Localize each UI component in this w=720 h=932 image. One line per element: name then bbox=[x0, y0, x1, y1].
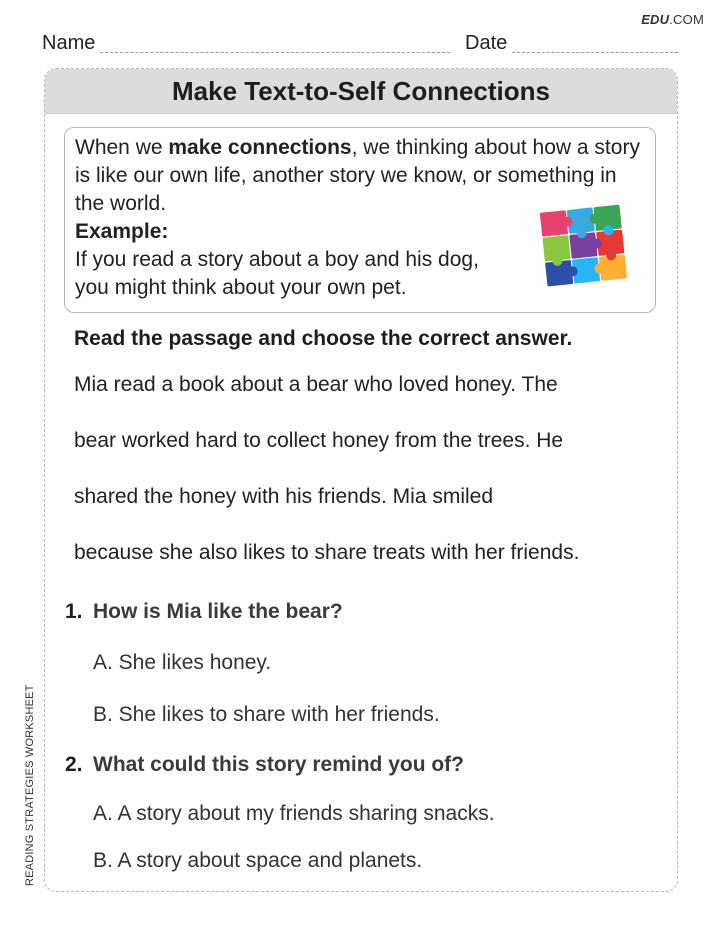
passage-line: because she also likes to share treats with her friends. bbox=[74, 541, 580, 564]
worksheet-title: Make Text-to-Self Connections bbox=[45, 69, 677, 114]
name-label: Name bbox=[42, 32, 96, 54]
date-line bbox=[512, 52, 678, 53]
reading-passage bbox=[74, 357, 664, 581]
question-text: How is Mia like the bear? bbox=[93, 600, 343, 623]
example-text: If you read a story about a boy and his dog, you might think about your own pet. bbox=[75, 248, 479, 299]
info-box bbox=[64, 127, 656, 313]
question-text: What could this story remind you of? bbox=[93, 753, 465, 776]
question-1-option-b[interactable]: B. She likes to share with her friends. bbox=[93, 703, 440, 726]
question-2-option-a[interactable]: A. A story about my friends sharing snacks. bbox=[93, 802, 495, 825]
puzzle-pieces-icon bbox=[539, 202, 629, 290]
intro-pre: When we bbox=[75, 136, 169, 159]
passage-line: Mia read a book about a bear who loved honey. The bbox=[74, 373, 558, 396]
question-1 bbox=[65, 600, 343, 624]
example-label: Example: bbox=[75, 220, 169, 243]
question-1-option-a[interactable]: A. She likes honey. bbox=[93, 651, 272, 674]
date-label: Date bbox=[465, 32, 508, 54]
intro-post: , we thinking about how a story is like our own life, another story we know, or something in the world. bbox=[75, 136, 640, 215]
question-number: 1. bbox=[65, 600, 83, 623]
instructions: Read the passage and choose the correct answer. bbox=[74, 327, 573, 350]
worksheet-card bbox=[44, 68, 678, 892]
question-number: 2. bbox=[65, 753, 83, 776]
passage-line: bear worked hard to collect honey from the trees. He bbox=[74, 429, 564, 452]
name-date-row bbox=[42, 32, 678, 56]
brand-logo: EDU.COM bbox=[641, 12, 704, 27]
passage-line: shared the honey with his friends. Mia smiled bbox=[74, 485, 494, 508]
question-2 bbox=[65, 753, 464, 777]
intro-bold: make connections bbox=[168, 136, 352, 159]
name-line bbox=[100, 52, 450, 53]
worksheet-category-label: READING STRATEGIES WORKSHEET bbox=[24, 684, 36, 886]
question-2-option-b[interactable]: B. A story about space and planets. bbox=[93, 849, 423, 872]
